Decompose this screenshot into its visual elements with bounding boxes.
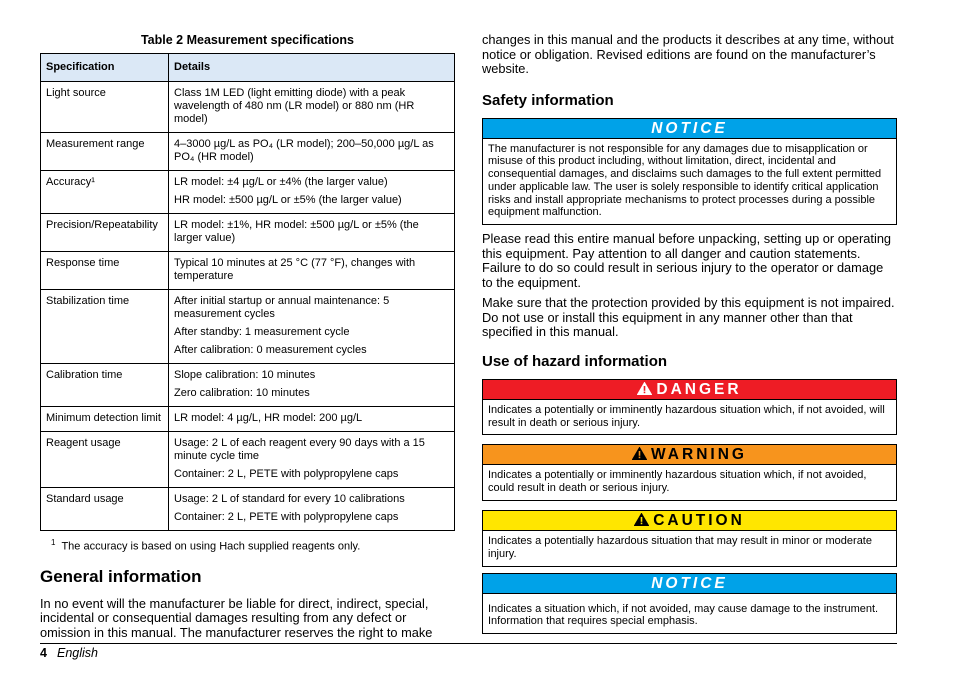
warning-text: Indicates a potentially or imminently hazardous situation which, if not avoided, could result in death or serious injury.	[488, 469, 867, 495]
table-row	[41, 364, 455, 407]
spec-detail-line: Zero calibration: 10 minutes	[174, 387, 310, 399]
spec-name-cell: Stabilization time	[41, 290, 169, 364]
table-row	[41, 82, 455, 133]
right-column	[482, 30, 897, 634]
spec-details-cell	[169, 488, 455, 531]
spec-name-cell: Response time	[41, 252, 169, 290]
safety-paragraph-protection: Make sure that the protection provided by this equipment is not impaired. Do not use or install this equipment in any manner other than that specified in this manual.	[482, 295, 895, 340]
table-body	[41, 82, 455, 531]
spec-detail-line: After calibration: 0 measurement cycles	[174, 344, 367, 356]
spec-detail-line: LR model: ±1%, HR model: ±500 µg/L or ±5% (the larger value)	[174, 219, 419, 244]
danger-label	[483, 380, 896, 400]
spec-detail-line: Slope calibration: 10 minutes	[174, 369, 316, 381]
footnote-mark: 1	[51, 538, 56, 547]
spec-detail-line: LR model: 4 µg/L, HR model: 200 µg/L	[174, 412, 363, 424]
warning-box	[482, 444, 897, 501]
caution-label-text: CAUTION	[653, 511, 745, 529]
spec-details-cell	[169, 214, 455, 252]
specifications-table	[40, 53, 455, 531]
safety-information-heading: Safety information	[482, 91, 614, 109]
table-caption: Table 2 Measurement specifications	[140, 33, 355, 47]
footnote-text: The accuracy is based on using Hach supplied reagents only.	[61, 540, 361, 553]
spec-details-cell	[169, 171, 455, 214]
table-row	[41, 252, 455, 290]
notice-text: The manufacturer is not responsible for any damages due to misapplication or misuse of this product including, without limitation, direct, incidental and consequential damages, and disclaims such damages to the full extent permitted under applicable law. The user is solely responsible to identify critical application risks and install appropriate mechanisms to protect processes during a possible equipment malfunction.	[488, 142, 882, 219]
page-language: English	[57, 646, 98, 660]
general-information-heading: General information	[40, 566, 202, 586]
table-row	[41, 133, 455, 171]
table-row	[41, 488, 455, 531]
danger-box	[482, 379, 897, 436]
spec-details-cell	[169, 364, 455, 407]
spec-detail-line: LR model: ±4 µg/L or ±4% (the larger value)	[174, 176, 388, 188]
table-row	[41, 432, 455, 488]
spec-name-cell: Measurement range	[41, 133, 169, 171]
caution-label	[483, 511, 896, 531]
spec-detail-line: Class 1M LED (light emitting diode) with a peak wavelength of 480 nm (LR model) or 880 nm (HR model)	[174, 87, 415, 125]
table-footnote	[40, 538, 455, 553]
column-header-details: Details	[169, 54, 455, 82]
table-row	[41, 290, 455, 364]
column-header-specification: Specification	[41, 54, 169, 82]
left-column	[40, 30, 455, 640]
spec-detail-line: HR model: ±500 µg/L or ±5% (the larger value)	[174, 194, 402, 206]
page-footer	[40, 643, 897, 660]
spec-detail-line: Usage: 2 L of standard for every 10 calibrations	[174, 493, 405, 505]
spec-details-cell	[169, 407, 455, 432]
warning-label-text: WARNING	[651, 446, 747, 464]
warning-triangle-icon	[632, 447, 647, 460]
general-information-paragraph: In no event will the manufacturer be liable for direct, indirect, special, incidental or consequential damages resulting from any defect or omission in this manual. The manufacturer reserves the right to make	[40, 595, 433, 640]
table-row	[41, 407, 455, 432]
caution-text: Indicates a potentially hazardous situation that may result in minor or moderate injury.	[488, 534, 872, 560]
page-number: 4	[40, 646, 47, 660]
notice-box-hazard	[482, 573, 897, 635]
spec-detail-line: After standby: 1 measurement cycle	[174, 326, 350, 338]
danger-label-text: DANGER	[656, 380, 742, 398]
table-row	[41, 171, 455, 214]
warning-label	[483, 445, 896, 465]
general-information-continued: changes in this manual and the products it describes at any time, without notice or obligation. Revised editions are found on the manufacturer’s website.	[482, 32, 894, 76]
spec-name-cell: Calibration time	[41, 364, 169, 407]
spec-details-cell	[169, 252, 455, 290]
spec-detail-line: Usage: 2 L of each reagent every 90 days with a 15 minute cycle time	[174, 437, 425, 462]
notice-text-hazard: Indicates a situation which, if not avoided, may cause damage to the instrument. Information that requires special emphasis.	[488, 602, 879, 628]
warning-triangle-icon	[634, 513, 649, 526]
table-header-row	[41, 54, 455, 82]
notice-label-hazard: NOTICE	[483, 574, 896, 594]
spec-name-cell: Standard usage	[41, 488, 169, 531]
notice-box	[482, 118, 897, 226]
spec-name-cell: Accuracy¹	[41, 171, 169, 214]
table-row	[41, 214, 455, 252]
spec-details-cell	[169, 290, 455, 364]
spec-detail-line: After initial startup or annual maintenance: 5 measurement cycles	[174, 295, 390, 320]
caution-box	[482, 510, 897, 567]
spec-details-cell	[169, 133, 455, 171]
spec-details-cell	[169, 432, 455, 488]
spec-name-cell: Precision/Repeatability	[41, 214, 169, 252]
safety-paragraph-read-manual: Please read this entire manual before unpacking, setting up or operating this equipment. Pay attention to all danger and caution statements. Failure to do so could result in serious injury to the operator or damage to the equipment.	[482, 231, 892, 290]
hazard-information-heading: Use of hazard information	[482, 352, 668, 370]
danger-text: Indicates a potentially or imminently hazardous situation which, if not avoided, will result in death or serious injury.	[488, 403, 885, 429]
notice-label: NOTICE	[483, 119, 896, 139]
spec-name-cell: Minimum detection limit	[41, 407, 169, 432]
spec-detail-line: Container: 2 L, PETE with polypropylene caps	[174, 511, 399, 523]
spec-name-cell: Reagent usage	[41, 432, 169, 488]
spec-name-cell: Light source	[41, 82, 169, 133]
spec-detail-line: Typical 10 minutes at 25 °C (77 °F), changes with temperature	[174, 257, 416, 282]
spec-details-cell	[169, 82, 455, 133]
spec-detail-line: Container: 2 L, PETE with polypropylene caps	[174, 468, 399, 480]
warning-triangle-icon	[637, 382, 652, 395]
spec-detail-line: 4–3000 µg/L as PO₄ (LR model); 200–50,000 µg/L as PO₄ (HR model)	[174, 138, 434, 163]
